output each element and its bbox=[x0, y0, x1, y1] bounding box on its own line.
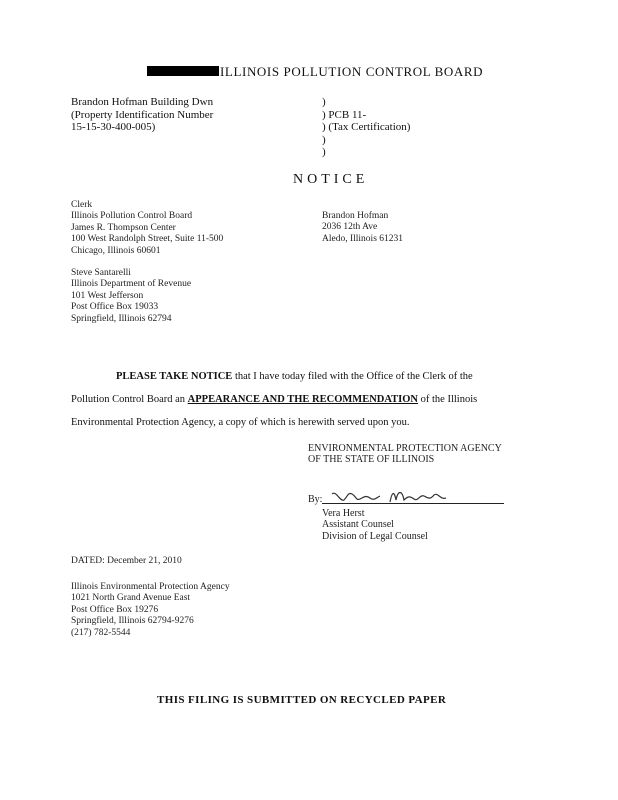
signature-heading-line: ENVIRONMENTAL PROTECTION AGENCY bbox=[308, 443, 502, 454]
body-text: Pollution Control Board an bbox=[71, 394, 188, 405]
address-clerk bbox=[71, 200, 223, 257]
address-line: Steve Santarelli bbox=[71, 268, 131, 278]
address-line: 2036 12th Ave bbox=[322, 222, 378, 233]
body-emphasis: PLEASE TAKE NOTICE bbox=[116, 371, 233, 382]
address-revenue bbox=[71, 268, 191, 325]
caption-line: ) bbox=[322, 146, 326, 158]
caption-line: 15-15-30-400-005) bbox=[71, 121, 156, 133]
redaction-bar bbox=[147, 66, 219, 76]
body-text: Environmental Protection Agency, a copy of which is herewith served upon you. bbox=[71, 417, 410, 428]
signatory-line: Assistant Counsel bbox=[322, 519, 394, 531]
case-number-block bbox=[322, 96, 410, 159]
document-title: ILLINOIS POLLUTION CONTROL BOARD bbox=[220, 64, 484, 79]
notice-heading: NOTICE bbox=[293, 172, 369, 187]
signatory-line: Division of Legal Counsel bbox=[322, 530, 428, 542]
address-line: Chicago, Illinois 60601 bbox=[71, 245, 161, 256]
caption-line: (Property Identification Number bbox=[71, 108, 214, 121]
signatory-line: Vera Herst bbox=[322, 508, 365, 519]
body-emphasis: APPEARANCE AND THE RECOMMENDATION bbox=[187, 394, 419, 405]
address-line: Brandon Hofman bbox=[322, 211, 389, 221]
agency-signature-header bbox=[308, 443, 502, 466]
address-line: Clerk bbox=[71, 200, 93, 210]
address-agency bbox=[71, 582, 230, 639]
notice-body bbox=[71, 365, 477, 434]
address-line: James R. Thompson Center bbox=[71, 222, 176, 233]
caption-line: ) (Tax Certification) bbox=[322, 121, 411, 133]
signature-heading-line: OF THE STATE OF ILLINOIS bbox=[308, 454, 435, 466]
caption-line: Brandon Hofman Building Dwn bbox=[71, 96, 214, 108]
date-line: DATED: December 21, 2010 bbox=[71, 556, 182, 566]
body-line bbox=[71, 388, 477, 411]
caption-line: ) bbox=[322, 133, 326, 146]
address-line: Springfield, Illinois 62794-9276 bbox=[71, 616, 194, 627]
body-text: of the Illinois bbox=[418, 394, 478, 405]
signature-by-label: By: bbox=[308, 494, 323, 505]
handwritten-signature bbox=[330, 486, 450, 508]
address-line: 101 West Jefferson bbox=[71, 290, 144, 301]
case-caption bbox=[71, 96, 213, 134]
address-line: Illinois Environmental Protection Agency bbox=[71, 582, 230, 592]
body-line bbox=[71, 411, 477, 434]
recycled-paper-note: THIS FILING IS SUBMITTED ON RECYCLED PAPER bbox=[157, 694, 447, 706]
address-line: Springfield, Illinois 62794 bbox=[71, 313, 172, 324]
body-text: that I have today filed with the Office of the Clerk of the bbox=[232, 371, 473, 382]
caption-line: ) bbox=[322, 96, 326, 108]
signatory-block bbox=[322, 508, 428, 542]
caption-line: ) PCB 11- bbox=[322, 108, 367, 121]
address-line: (217) 782-5544 bbox=[71, 627, 131, 638]
address-line: Illinois Department of Revenue bbox=[71, 279, 192, 290]
address-line: Illinois Pollution Control Board bbox=[71, 211, 193, 222]
address-line: 1021 North Grand Avenue East bbox=[71, 593, 191, 604]
body-line bbox=[71, 365, 477, 388]
address-line: 100 West Randolph Street, Suite 11-500 bbox=[71, 234, 224, 245]
address-line: Post Office Box 19276 bbox=[71, 604, 159, 615]
address-line: Aledo, Illinois 61231 bbox=[322, 233, 404, 244]
address-petitioner bbox=[322, 211, 403, 245]
address-line: Post Office Box 19033 bbox=[71, 302, 159, 313]
